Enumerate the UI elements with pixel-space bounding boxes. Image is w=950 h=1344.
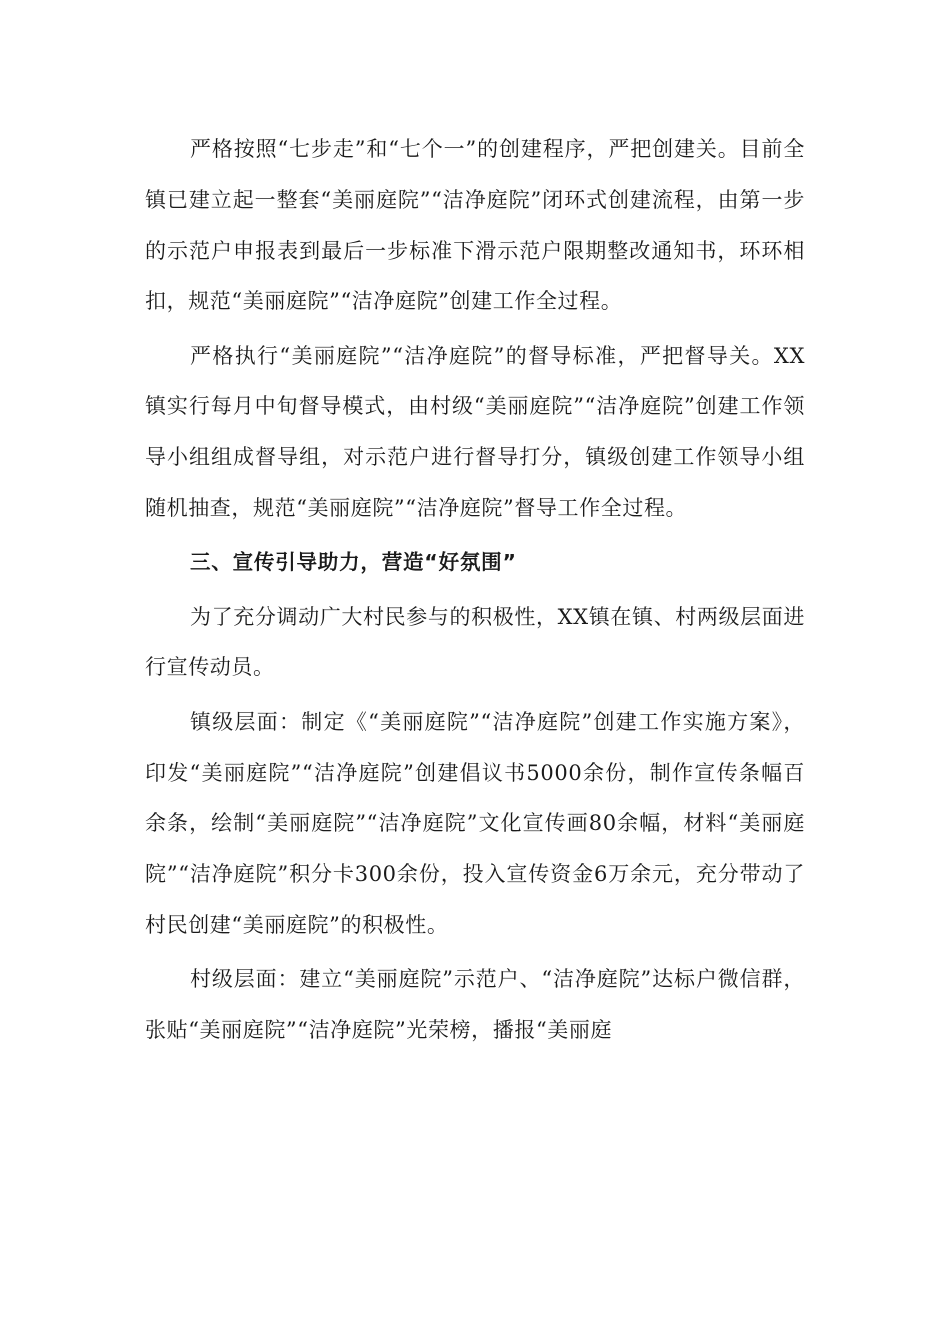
paragraph-creation-procedure: 严格按照“七步走”和“七个一”的创建程序，严把创建关。目前全镇已建立起一整套“美丽庭院”“洁净庭院”闭环式创建流程，由第一步的示范户申报表到最后一步标准下滑示范户限期整改通知书，环环相扣，规范“美丽庭院”“洁净庭院”创建工作全过程。 xyxy=(145,137,805,314)
paragraph-mobilization-intro: 为了充分调动广大村民参与的积极性，XX镇在镇、村两级层面进行宣传动员。 xyxy=(145,604,805,680)
paragraph-supervision-standard: 严格执行“美丽庭院”“洁净庭院”的督导标准，严把督导关。XX镇实行每月中旬督导模式，由村级“美丽庭院”“洁净庭院”创建工作领导小组组成督导组，对示范户进行督导打分，镇级创建工作领导小组随机抽查，规范“美丽庭院”“洁净庭院”督导工作全过程。 xyxy=(145,343,805,521)
paragraph-village-level: 村级层面：建立“美丽庭院”示范户、“洁净庭院”达标户微信群，张贴“美丽庭院”“洁净庭院”光荣榜，播报“美丽庭 xyxy=(145,967,805,1043)
document-page xyxy=(145,124,805,1059)
section-heading-publicity: 三、宣传引导助力，营造“好氛围” xyxy=(190,550,517,575)
paragraph-town-level: 镇级层面：制定《“美丽庭院”“洁净庭院”创建工作实施方案》，印发“美丽庭院”“洁净庭院”创建倡议书5000余份，制作宣传条幅百余条，绘制“美丽庭院”“洁净庭院”文化宣传画80余幅，材料“美丽庭院”“洁净庭院”积分卡300余份，投入宣传资金6万余元，充分带动了村民创建“美丽庭院”的积极性。 xyxy=(145,709,805,937)
